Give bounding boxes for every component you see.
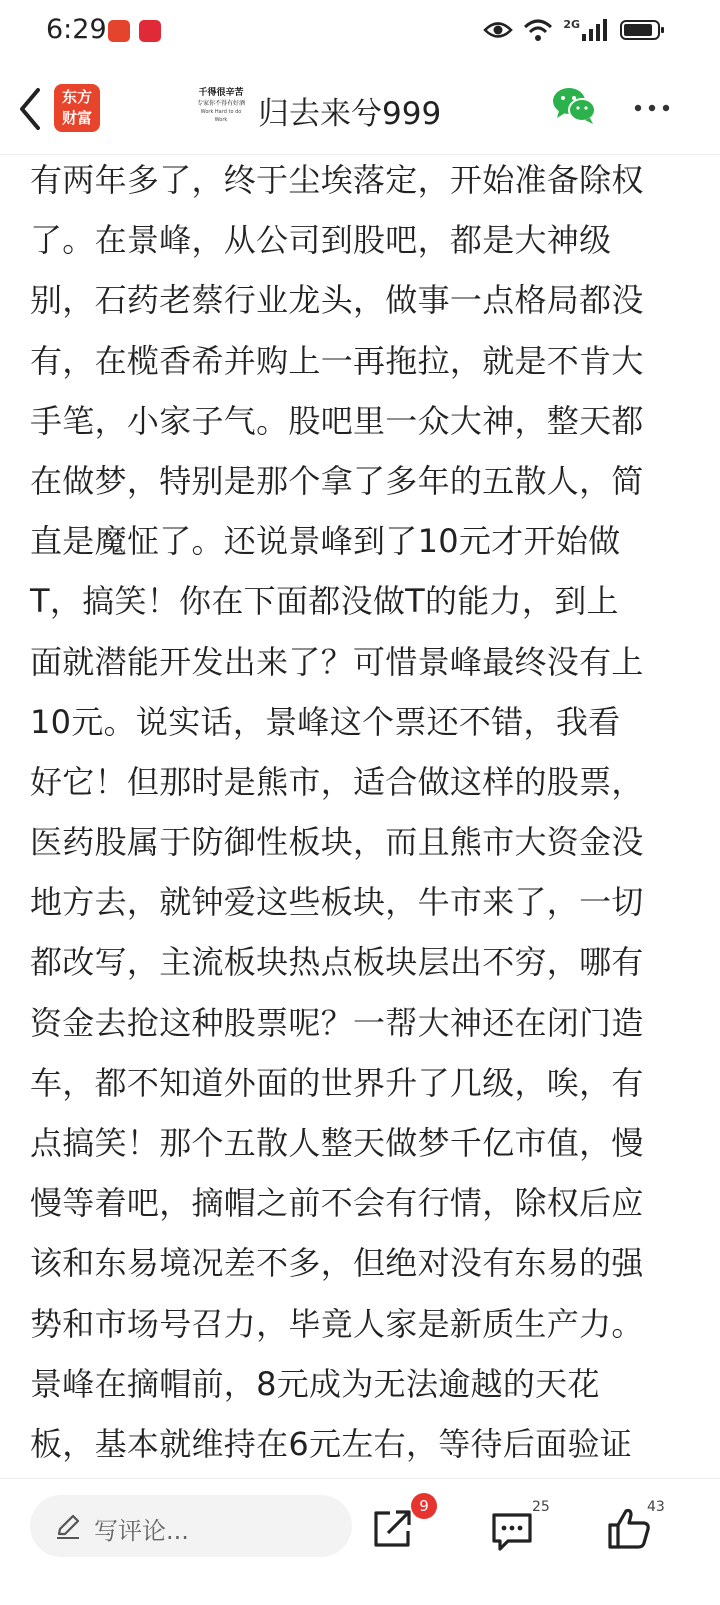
pen-icon — [54, 1512, 82, 1540]
post-text-line: 直是魔怔了。还说景峰到了10元才开始做 — [30, 522, 621, 561]
post-text-line: 慢等着吧，摘帽之前不会有行情，除权后应 — [30, 1184, 644, 1223]
comments-button[interactable] — [488, 1507, 536, 1555]
post-text-line: 在做梦，特别是那个拿了多年的五散人，简 — [30, 461, 644, 500]
status-bar — [0, 0, 720, 66]
avatar-text-line-2: 专家你不得有好酒 — [196, 100, 245, 107]
status-icons — [483, 18, 660, 42]
user-avatar[interactable] — [196, 88, 246, 126]
post-text-line: 10元。说实话，景峰这个票还不错，我看 — [30, 702, 621, 741]
avatar-text-line-1: 千得很辛苦 — [198, 88, 244, 98]
post-text-line: 板，基本就维持在6元左右，等待后面验证 — [30, 1424, 633, 1463]
post-text-line: 资金去抢这种股票呢？一帮大神还在闭门造 — [30, 1003, 644, 1042]
comment-input[interactable] — [30, 1495, 352, 1557]
wechat-share-button[interactable] — [551, 86, 597, 126]
author-username[interactable]: 归去来兮999 — [258, 96, 442, 132]
notification-app-icon-2 — [139, 20, 161, 42]
network-type-label: 2G — [563, 17, 580, 31]
back-button[interactable] — [12, 84, 52, 134]
post-text-line: 别，石药老蔡行业龙头，做事一点格局都没 — [30, 281, 644, 320]
status-time: 6:29 — [46, 14, 107, 45]
share-button[interactable] — [368, 1503, 418, 1553]
post-text-line: 手笔，小家子气。股吧里一众大神，整天都 — [30, 401, 644, 440]
post-text-line: 该和东易境况差不多，但绝对没有东易的强 — [30, 1244, 644, 1283]
post-text-line: T，搞笑！你在下面都没做T的能力，到上 — [30, 582, 619, 621]
notification-app-icon — [108, 20, 130, 42]
bottom-action-bar — [0, 1478, 720, 1605]
post-text-line: 点搞笑！那个五散人整天做梦千亿市值，慢 — [30, 1124, 644, 1162]
share-count-badge: 9 — [411, 1493, 437, 1519]
post-text-line: 车，都不知道外面的世界升了几级，唉，有 — [30, 1063, 644, 1102]
more-dots-icon — [632, 90, 672, 126]
like-count: 43 — [647, 1499, 665, 1515]
post-text-line: 有，在榄香希并购上一再拖拉，就是不肯大 — [30, 341, 644, 380]
comment-icon — [488, 1507, 536, 1555]
post-header — [0, 66, 720, 155]
post-text-line: 了。在景峰，从公司到股吧，都是大神级 — [30, 221, 612, 260]
post-text-line: 有两年多了，终于尘埃落定，开始准备除权 — [30, 161, 644, 199]
comment-count: 25 — [532, 1499, 550, 1515]
comment-placeholder: 写评论... — [94, 1517, 189, 1545]
app-logo-line-1: 东方 — [61, 88, 92, 106]
app-logo-line-2: 财富 — [61, 109, 92, 127]
app-logo[interactable] — [54, 84, 100, 132]
share-icon — [368, 1503, 418, 1553]
eye-icon — [483, 19, 513, 41]
post-text-line: 景峰在摘帽前，8元成为无法逾越的天花 — [30, 1364, 600, 1403]
chevron-left-icon — [12, 84, 52, 134]
post-text-line: 地方去，就钟爱这些板块，牛市来了，一切 — [30, 883, 644, 922]
post-text-line: 势和市场号召力，毕竟人家是新质生产力。 — [30, 1304, 644, 1343]
post-text-line: 都改写，主流板块热点板块层出不穷，哪有 — [30, 943, 644, 982]
battery-icon — [620, 20, 660, 40]
wifi-icon — [523, 18, 553, 42]
signal-icon — [580, 18, 610, 42]
post-text-line: 面就潜能开发出来了？可惜景峰最终没有上 — [30, 642, 644, 681]
post-text-line: 医药股属于防御性板块，而且熊市大资金没 — [30, 823, 644, 862]
post-body — [30, 150, 700, 1474]
more-options-button[interactable] — [632, 90, 672, 126]
avatar-text-line-3: Work Hard to do Work — [200, 109, 242, 123]
wechat-icon — [551, 86, 597, 126]
post-text-line: 好它！但那时是熊市，适合做这样的股票， — [30, 762, 644, 801]
